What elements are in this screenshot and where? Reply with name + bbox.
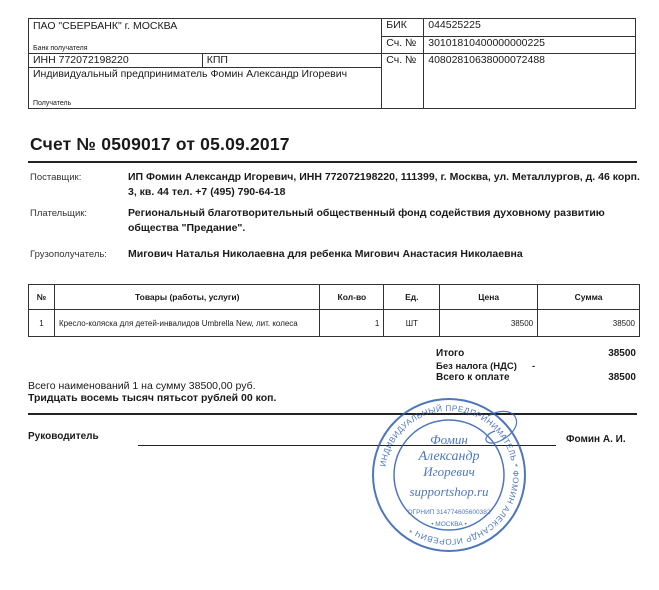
stamp-line-1: Фомин [430, 432, 468, 447]
account-label: Сч. № [382, 54, 424, 109]
signer-name: Фомин А. И. [566, 434, 626, 445]
vat-value: - [532, 361, 536, 372]
vat-label: Без налога (НДС) [436, 361, 517, 372]
bik-label: БИК [382, 19, 424, 37]
row-price: 38500 [440, 310, 538, 337]
total-label: Итого [436, 348, 465, 359]
amount-in-words: Тридцать восемь тысяч пятьсот рублей 00 коп. [28, 392, 277, 404]
bank-name-cell [29, 19, 382, 54]
recipient-cell [29, 68, 382, 109]
consignee-label: Грузополучатель: [30, 249, 107, 260]
summary-divider [28, 413, 637, 415]
corr-account-label: Сч. № [382, 36, 424, 54]
row-qty: 1 [320, 310, 384, 337]
items-table [28, 284, 640, 337]
payer-value: Региональный благотворительный общественный фонд содействия духовному развитию общества "Предание". [128, 207, 605, 234]
stamp-ogrnip: ОГРНИП 314774605600382 [407, 509, 491, 516]
recipient-name: Индивидуальный предприниматель Фомин Александр Игоревич [33, 68, 348, 80]
title-divider [28, 161, 637, 163]
bik-value: 044525225 [424, 19, 636, 37]
stamp-city: • МОСКВА • [431, 521, 467, 528]
kpp-cell: КПП [202, 54, 382, 68]
bank-details-table [28, 18, 636, 109]
col-header-sum: Сумма [538, 285, 640, 310]
recipient-label: Получатель [33, 100, 72, 107]
due-label: Всего к оплате [436, 372, 510, 383]
stamp-line-3: Игоревич [423, 464, 475, 479]
col-header-qty: Кол-во [320, 285, 384, 310]
supplier-value: ИП Фомин Александр Игоревич, ИНН 772072198220, 111399, г. Москва, ул. Металлургов, д. 46 корп. 3, кв. 44 тел. +7 (495) 790-64-18 [128, 171, 640, 198]
due-value: 38500 [608, 372, 636, 383]
inn-cell: ИНН 772072198220 [29, 54, 203, 68]
payer-label: Плательщик: [30, 208, 88, 219]
row-sum: 38500 [538, 310, 640, 337]
total-value: 38500 [608, 348, 636, 359]
table-header-row [29, 285, 640, 310]
table-row [29, 310, 640, 337]
col-header-goods: Товары (работы, услуги) [54, 285, 319, 310]
row-name: Кресло-коляска для детей-инвалидов Umbrella New, лит. колеса [54, 310, 319, 337]
stamp-ring-text: ИНДИВИДУАЛЬНЫЙ ПРЕДПРИНИМАТЕЛЬ * ФОМИН АЛЕКСАНДР ИГОРЕВИЧ * [378, 403, 521, 547]
bank-label: Банк получателя [33, 45, 88, 52]
director-label: Руководитель [28, 431, 99, 442]
supplier-label: Поставщик: [30, 172, 82, 183]
account-value: 40802810638000072488 [424, 54, 636, 109]
invoice-title: Счет № 0509017 от 05.09.2017 [30, 134, 290, 154]
row-unit: ШТ [384, 310, 440, 337]
consignee-value: Мигович Наталья Николаевна для ребенка Мигович Анастасия Николаевна [128, 248, 523, 260]
company-stamp [370, 396, 528, 554]
stamp-graphic [370, 396, 528, 554]
corr-account-value: 30101810400000000225 [424, 36, 636, 54]
stamp-line-2: Александр [418, 449, 480, 464]
items-count-line: Всего наименований 1 на сумму 38500,00 руб. [28, 380, 256, 392]
col-header-num: № [29, 285, 55, 310]
col-header-price: Цена [440, 285, 538, 310]
bank-name: ПАО "СБЕРБАНК" г. МОСКВА [33, 20, 178, 32]
row-num: 1 [29, 310, 55, 337]
stamp-line-4: supportshop.ru [409, 484, 489, 499]
col-header-unit: Ед. [384, 285, 440, 310]
